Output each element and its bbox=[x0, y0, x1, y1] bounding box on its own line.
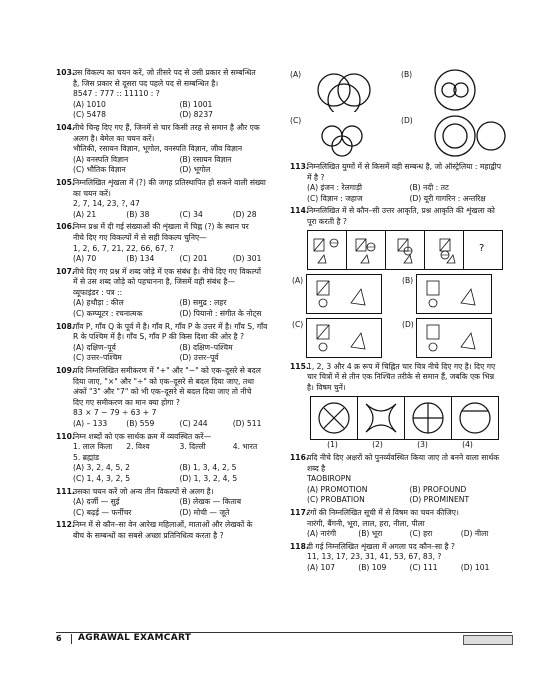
answer-option[interactable]: (D) 511 bbox=[232, 419, 262, 428]
venn-option-label: (B) bbox=[401, 70, 413, 79]
venn-option-label: (D) bbox=[401, 116, 413, 125]
question-number: 108. bbox=[56, 321, 75, 331]
answer-option[interactable]: (A) नारंगी bbox=[307, 529, 337, 539]
answer-option[interactable]: (C) कम्प्यूटर : रचनात्मक bbox=[73, 309, 143, 319]
venn-circle bbox=[328, 84, 360, 112]
question-text: उसका चयन करें जो अन्य तीन विकल्पों से अलग है। bbox=[73, 486, 214, 496]
question-number: 115. bbox=[290, 361, 309, 371]
figure-shapes bbox=[347, 231, 385, 269]
question-text: नीचे दिए गए प्रश्न में शब्द जोड़े में एक संबंध है। नीचे दिए गए विकल्पों bbox=[73, 266, 261, 276]
question-text-line: में से उस शब्द जोड़े को पहचानना है, जिसमें वही संबंध है— bbox=[73, 277, 235, 287]
venn-circle bbox=[477, 122, 505, 150]
question-number: 117. bbox=[290, 507, 309, 517]
question-text-line: 11, 13, 17, 23, 31, 41, 53, 67, 83, ? bbox=[307, 552, 442, 562]
answer-option[interactable]: (A) वनस्पति विज्ञान bbox=[73, 154, 129, 164]
question-first-line bbox=[56, 178, 286, 189]
options-grid bbox=[56, 100, 286, 121]
question-first-line bbox=[290, 206, 512, 217]
answer-option[interactable]: (A) 107 bbox=[307, 562, 336, 572]
answer-option[interactable]: (D) PROMINENT bbox=[409, 495, 470, 505]
answer-figure bbox=[416, 274, 492, 314]
venn-circle bbox=[318, 74, 350, 106]
answer-figure-shapes bbox=[307, 275, 381, 313]
answer-figure bbox=[416, 318, 492, 358]
question-number: 113. bbox=[290, 162, 309, 171]
question-figures bbox=[290, 230, 512, 270]
venn-option-label: (A) bbox=[290, 70, 302, 79]
question-text-line: व्यूफाइंडर : पत्र :: bbox=[73, 287, 123, 297]
options-grid bbox=[56, 210, 286, 221]
question-105 bbox=[56, 178, 286, 220]
answer-option[interactable]: (B) 109 bbox=[358, 562, 387, 572]
question-text: निम्नलिखित शृंखला में (?) की जगह प्रतिस्थापित हो सकने वाली संख्या bbox=[73, 177, 266, 187]
answer-option[interactable]: (A) दर्जी — सुई bbox=[73, 497, 120, 507]
question-figure bbox=[463, 230, 503, 270]
question-text-line: है, जिस प्रकार से दूसरा पद पहले पद से सम्बन्धित है। bbox=[73, 78, 219, 88]
answer-option[interactable]: (C) उत्तर–पश्चिम bbox=[73, 353, 122, 363]
question-number: 112. bbox=[56, 520, 75, 530]
missing-figure-mark: ? bbox=[479, 242, 485, 254]
answer-figure bbox=[306, 318, 382, 358]
question-text-line: नीचे दिए गए विकल्पों में से सही विकल्प चुनिए— bbox=[73, 232, 207, 242]
question-text: दी गई निम्नलिखित शृंखला में अगला पद कौन–सा है ? bbox=[307, 541, 455, 551]
odd-figure-shape bbox=[358, 397, 404, 439]
question-first-line bbox=[56, 432, 286, 443]
venn-circle bbox=[338, 74, 370, 106]
question-114 bbox=[290, 206, 512, 357]
answer-option[interactable]: (D) 301 bbox=[232, 254, 262, 264]
question-text-line: 83 × 7 − 79 ÷ 63 + 7 bbox=[73, 408, 157, 418]
answer-option[interactable]: (D) 28 bbox=[232, 209, 257, 219]
answer-figure-option[interactable] bbox=[292, 274, 402, 314]
question-number: 103. bbox=[56, 68, 75, 77]
question-text-line: अलग है। बेमेल का चयन करें। bbox=[73, 133, 155, 143]
venn-options bbox=[290, 68, 512, 158]
answer-option[interactable]: (C) 201 bbox=[179, 254, 208, 264]
options-grid bbox=[56, 419, 286, 430]
question-104 bbox=[56, 123, 286, 176]
answer-figure-option[interactable] bbox=[292, 318, 402, 358]
question-text: रंगों की निम्नलिखित सूची में से विषम का चयन कीजिए। bbox=[307, 507, 459, 517]
question-text-line: का चयन करें। bbox=[73, 188, 111, 198]
answer-option[interactable]: (B) 1001 bbox=[179, 99, 213, 109]
rectangle-shape bbox=[427, 281, 439, 295]
answer-figure bbox=[306, 274, 382, 314]
figure-shapes bbox=[308, 231, 346, 269]
question-text-line: 2, 7, 14, 23, ?, 47 bbox=[73, 199, 140, 209]
diagonal-line bbox=[440, 239, 450, 251]
question-text: 1, 2, 3 और 4 क्र रूप में चिह्नित चार चित्र नीचे दिए गए है। दिए गए bbox=[307, 361, 496, 371]
answer-option[interactable]: (B) लेखक — किताब bbox=[179, 497, 242, 507]
options-grid bbox=[290, 563, 512, 574]
word-item: 4. भारत bbox=[232, 442, 258, 452]
question-number: 116. bbox=[290, 452, 309, 462]
question-text: निम्न शब्दों को एक सार्थक क्रम में व्यवस्थित करें— bbox=[73, 431, 212, 441]
question-number: 109. bbox=[56, 366, 75, 376]
question-112 bbox=[56, 520, 286, 541]
answer-figure-label: (D) bbox=[402, 319, 414, 329]
triangle-shape bbox=[351, 289, 365, 305]
options-grid bbox=[290, 183, 512, 204]
question-117 bbox=[290, 508, 512, 540]
question-107 bbox=[56, 267, 286, 320]
answer-figure-label: (A) bbox=[292, 275, 304, 285]
question-text-line: बीच के सम्बन्धों का सबसे अच्छा प्रतिनिधित्व करता है ? bbox=[73, 530, 224, 540]
rectangle-shape bbox=[427, 325, 439, 339]
diagonal-line bbox=[356, 239, 366, 251]
answer-figure-option[interactable] bbox=[402, 318, 512, 358]
triangle-shape bbox=[361, 255, 369, 263]
star-square-shape bbox=[366, 404, 396, 432]
odd-figure[interactable] bbox=[451, 396, 499, 440]
question-text-line: R के पश्चिम में है। गाँव S, गाँव P की किस दिशा की ओर है ? bbox=[73, 332, 244, 342]
answer-option[interactable]: (D) मोची — जूते bbox=[179, 507, 230, 517]
question-number: 105. bbox=[56, 177, 75, 187]
question-text: निम्न प्रश्न में दी गई संख्याओं की शृंखला में चिह्न (?) के स्थान पर bbox=[73, 222, 249, 232]
triangle-shape bbox=[318, 255, 326, 263]
odd-figure-shape bbox=[452, 397, 498, 439]
options-grid bbox=[290, 485, 512, 506]
answer-option[interactable]: (C) 34 bbox=[179, 209, 203, 219]
triangle-shape bbox=[461, 333, 475, 349]
circle-shape bbox=[319, 343, 327, 351]
circle-shape bbox=[429, 299, 437, 307]
diagonal-line bbox=[398, 239, 408, 251]
question-text-line: 8547 : 777 :: 11110 : ? bbox=[73, 89, 160, 99]
question-first-line bbox=[290, 542, 512, 553]
word-item: 3. दिल्ली bbox=[179, 442, 206, 452]
question-text-line: में है ? bbox=[307, 172, 325, 182]
question-figure bbox=[385, 230, 425, 270]
answer-option[interactable]: (C) भौतिक विज्ञान bbox=[73, 165, 126, 175]
answer-option[interactable]: (C) 5478 bbox=[73, 110, 106, 120]
question-first-line bbox=[290, 453, 512, 464]
question-109 bbox=[56, 366, 286, 430]
circle-shape bbox=[319, 299, 327, 307]
question-number: 114. bbox=[290, 206, 309, 216]
answer-option[interactable]: (C) PROBATION bbox=[307, 495, 365, 505]
question-text: निम्नलिखित युग्मों में से किसमें वही सम्बन्ध है, जो ऑस्ट्रेलिया : महाद्वीप bbox=[307, 162, 502, 171]
answer-option[interactable]: (B) 559 bbox=[126, 419, 155, 428]
triangle-shape bbox=[351, 333, 365, 349]
question-text-line: है। विषम चुनें। bbox=[307, 382, 346, 392]
answer-figure-shapes bbox=[417, 319, 491, 357]
question-text-line: दिए गए समीकरण का मान क्या होगा ? bbox=[73, 397, 180, 407]
question-number: 106. bbox=[56, 222, 75, 232]
page-number: 6 bbox=[56, 634, 62, 643]
venn-option[interactable] bbox=[290, 114, 401, 158]
answer-option[interactable]: (B) दक्षिण–पश्चिम bbox=[179, 342, 233, 352]
odd-one-figures bbox=[290, 396, 512, 440]
question-first-line bbox=[56, 267, 286, 278]
answer-option[interactable]: (D) पियानो : संगीत के नोट्स bbox=[179, 309, 262, 319]
triangle-shape bbox=[461, 289, 475, 305]
venn-diagram bbox=[304, 114, 400, 158]
answer-option[interactable]: (A) PROMOTION bbox=[307, 484, 368, 494]
question-number: 118. bbox=[290, 541, 309, 551]
scrambled-letters: TAOBIROPN bbox=[307, 474, 352, 484]
options-grid bbox=[290, 529, 512, 540]
word-item: 2. विश्व bbox=[126, 442, 150, 452]
answer-option[interactable]: (D) उत्तर–पूर्व bbox=[179, 353, 219, 363]
question-116 bbox=[290, 453, 512, 506]
odd-figure-shape bbox=[405, 397, 451, 439]
question-text: निम्नलिखित में से कौन–सी उत्तर आकृति, प्रश्न आकृति की शृंखला को bbox=[307, 206, 495, 216]
answer-option[interactable]: (A) हथौड़ा : कील bbox=[73, 298, 124, 308]
odd-figure-label: (1) bbox=[327, 440, 338, 450]
question-text-line: दिया जाए, "×" और "÷" को एक–दूसरे से बदल दिया जाए, तथा bbox=[73, 376, 254, 386]
answer-figure-shapes bbox=[417, 275, 491, 313]
question-first-line bbox=[290, 162, 512, 173]
figure-shapes bbox=[425, 231, 463, 269]
answer-option[interactable]: (A) इंजन : रेलगाड़ी bbox=[307, 183, 363, 193]
answer-option[interactable]: (D) 8237 bbox=[179, 110, 214, 120]
question-text-line: पूरा करती है ? bbox=[307, 216, 347, 226]
question-figure bbox=[346, 230, 386, 270]
options-grid bbox=[56, 497, 286, 518]
question-108 bbox=[56, 322, 286, 364]
question-118 bbox=[290, 542, 512, 574]
word-item: 5. ब्रह्मांड bbox=[73, 452, 100, 462]
question-text-line: शब्द है bbox=[307, 463, 326, 473]
question-text: यदि निम्नलिखित समीकरण में "+" और "−" को एक–दूसरे से बदल bbox=[73, 366, 261, 376]
answer-option[interactable]: (B) नदी : तट bbox=[409, 183, 449, 193]
answer-option[interactable]: (B) 1, 3, 4, 2, 5 bbox=[179, 463, 237, 473]
question-110 bbox=[56, 432, 286, 485]
footer-divider bbox=[71, 634, 72, 644]
diagonal-line bbox=[314, 239, 324, 251]
answer-figure-shapes bbox=[307, 319, 381, 357]
answer-option[interactable]: (B) समुद्र : लहर bbox=[179, 298, 227, 308]
answer-option[interactable]: (C) 1, 4, 3, 2, 5 bbox=[73, 473, 131, 483]
answer-option[interactable]: (B) 134 bbox=[126, 254, 155, 264]
odd-figure-label: (3) bbox=[417, 440, 428, 450]
venn-diagram bbox=[415, 68, 511, 112]
publisher-stamp bbox=[463, 635, 513, 645]
answer-option[interactable]: (D) नीला bbox=[460, 529, 489, 539]
venn-diagram bbox=[304, 68, 400, 112]
odd-figure[interactable] bbox=[404, 396, 452, 440]
question-text: गाँव P, गाँव Q के पूर्व में है। गाँव R, गाँव P के उत्तर में है। गाँव S, गाँव bbox=[73, 321, 268, 331]
right-column bbox=[290, 68, 512, 575]
options-grid bbox=[56, 298, 286, 319]
odd-figure[interactable] bbox=[310, 396, 358, 440]
question-number: 110. bbox=[56, 431, 75, 441]
circle-shape bbox=[429, 343, 437, 351]
question-text-line: नारंगी, बैंगनी, भूरा, लाल, हरा, नीला, पीला bbox=[307, 518, 425, 528]
question-number: 111. bbox=[56, 486, 75, 496]
question-111 bbox=[56, 487, 286, 519]
options-grid bbox=[56, 254, 286, 265]
word-item: 1. लाल किला bbox=[73, 442, 113, 452]
venn-circle bbox=[435, 116, 475, 156]
question-text: नीचे चिन्ह दिए गए हैं, जिनमें से चार किसी तरह से समान है और एक bbox=[73, 122, 260, 132]
answer-option[interactable]: (C) हरा bbox=[409, 529, 433, 539]
answer-option[interactable]: (C) 111 bbox=[409, 562, 438, 572]
question-number: 107. bbox=[56, 266, 75, 276]
answer-option[interactable]: (A) 21 bbox=[73, 209, 97, 219]
answer-option[interactable]: (A) 1010 bbox=[73, 99, 106, 109]
question-text: यदि नीचे दिए अक्षरों को पुनर्व्यवस्थित किया जाए तो बनने वाला सार्थक bbox=[307, 452, 500, 462]
venn-circle bbox=[435, 70, 475, 110]
question-first-line bbox=[56, 222, 286, 233]
question-text-line: भौतिकी, रसायन विज्ञान, भूगोल, वनस्पति विज्ञान, जीव विज्ञान bbox=[73, 144, 243, 154]
question-115 bbox=[290, 362, 512, 451]
question-figure bbox=[307, 230, 347, 270]
triangle-shape bbox=[447, 255, 455, 263]
answer-option[interactable]: (A) 3, 2, 4, 5, 2 bbox=[73, 463, 131, 473]
circle-shape bbox=[460, 403, 490, 433]
answer-option[interactable]: (B) रसायन विज्ञान bbox=[179, 154, 232, 164]
answer-option[interactable]: (A) दक्षिण–पूर्व bbox=[73, 342, 116, 352]
question-text-line: अंकों "3" और "7" को भी एक–दूसरे से बदल दिया जाए तो नीचे bbox=[73, 387, 252, 397]
question-first-line bbox=[290, 508, 512, 519]
question-text: निम्न में से कौन–सा वेन आरेख महिलाओं, माताओं और लेखकों के bbox=[73, 520, 253, 530]
answer-option[interactable]: (C) विज्ञान : जहाज bbox=[307, 193, 363, 203]
answer-option[interactable]: (D) भूगोल bbox=[179, 165, 211, 175]
word-list bbox=[56, 442, 286, 463]
question-text-line: चार चित्रों में से तीन एक निश्चित तरीके से समान हैं, जबकि एक भिन्न bbox=[307, 372, 495, 382]
odd-figure[interactable] bbox=[357, 396, 405, 440]
page-footer bbox=[0, 628, 554, 646]
options-grid bbox=[56, 463, 286, 484]
answer-option[interactable]: (B) 38 bbox=[126, 209, 150, 219]
question-first-line bbox=[56, 487, 286, 498]
answer-figures bbox=[290, 274, 512, 358]
answer-figure-label: (C) bbox=[292, 319, 304, 329]
left-column bbox=[56, 68, 286, 544]
options-grid bbox=[56, 155, 286, 176]
answer-figure-option[interactable] bbox=[402, 274, 512, 314]
question-first-line bbox=[56, 366, 286, 377]
question-113 bbox=[290, 162, 512, 204]
question-number: 104. bbox=[56, 122, 75, 132]
answer-option[interactable]: (A) 70 bbox=[73, 254, 97, 264]
triangle-shape bbox=[404, 255, 412, 263]
venn-option[interactable] bbox=[401, 114, 512, 158]
venn-diagram bbox=[415, 114, 511, 158]
question-first-line bbox=[56, 68, 286, 79]
answer-option[interactable]: (A) – 133 bbox=[73, 419, 108, 428]
diagonal-line bbox=[317, 325, 329, 339]
answer-figure-label: (B) bbox=[402, 275, 414, 285]
odd-figure-labels bbox=[290, 440, 512, 451]
answer-option[interactable]: (D) 1, 3, 2, 4, 5 bbox=[179, 473, 238, 483]
answer-option[interactable]: (D) 101 bbox=[460, 562, 490, 572]
answer-option[interactable]: (D) यूरी गागरिन : अन्तरिक्ष bbox=[409, 193, 486, 203]
answer-option[interactable]: (B) PROFOUND bbox=[409, 484, 467, 494]
venn-option[interactable] bbox=[401, 68, 512, 112]
diagonal-line bbox=[317, 281, 329, 295]
figure-shapes bbox=[386, 231, 424, 269]
odd-figure-shape bbox=[311, 397, 357, 439]
question-text: उस विकल्प का चयन करें, जो तीसरे पद से उसी प्रकार से सम्बन्धित bbox=[73, 68, 256, 77]
answer-option[interactable]: (C) बढ़ई — फर्नीचर bbox=[73, 507, 132, 517]
question-103 bbox=[56, 68, 286, 121]
question-first-line bbox=[56, 322, 286, 333]
question-106 bbox=[56, 222, 286, 264]
odd-figure-label: (4) bbox=[462, 440, 473, 450]
brand-name: AGRAWAL EXAMCART bbox=[78, 633, 192, 643]
venn-option-label: (C) bbox=[290, 116, 302, 125]
question-first-line bbox=[56, 520, 286, 531]
question-first-line bbox=[290, 362, 512, 373]
venn-circle bbox=[443, 124, 467, 148]
question-text-line: 1, 2, 6, 7, 21, 22, 66, 67, ? bbox=[73, 243, 174, 253]
options-grid bbox=[56, 343, 286, 364]
answer-option[interactable]: (C) 244 bbox=[179, 419, 208, 428]
question-first-line bbox=[56, 123, 286, 134]
odd-figure-label: (2) bbox=[372, 440, 383, 450]
question-figure bbox=[424, 230, 464, 270]
answer-option[interactable]: (B) भूरा bbox=[358, 529, 383, 539]
venn-option[interactable] bbox=[290, 68, 401, 112]
